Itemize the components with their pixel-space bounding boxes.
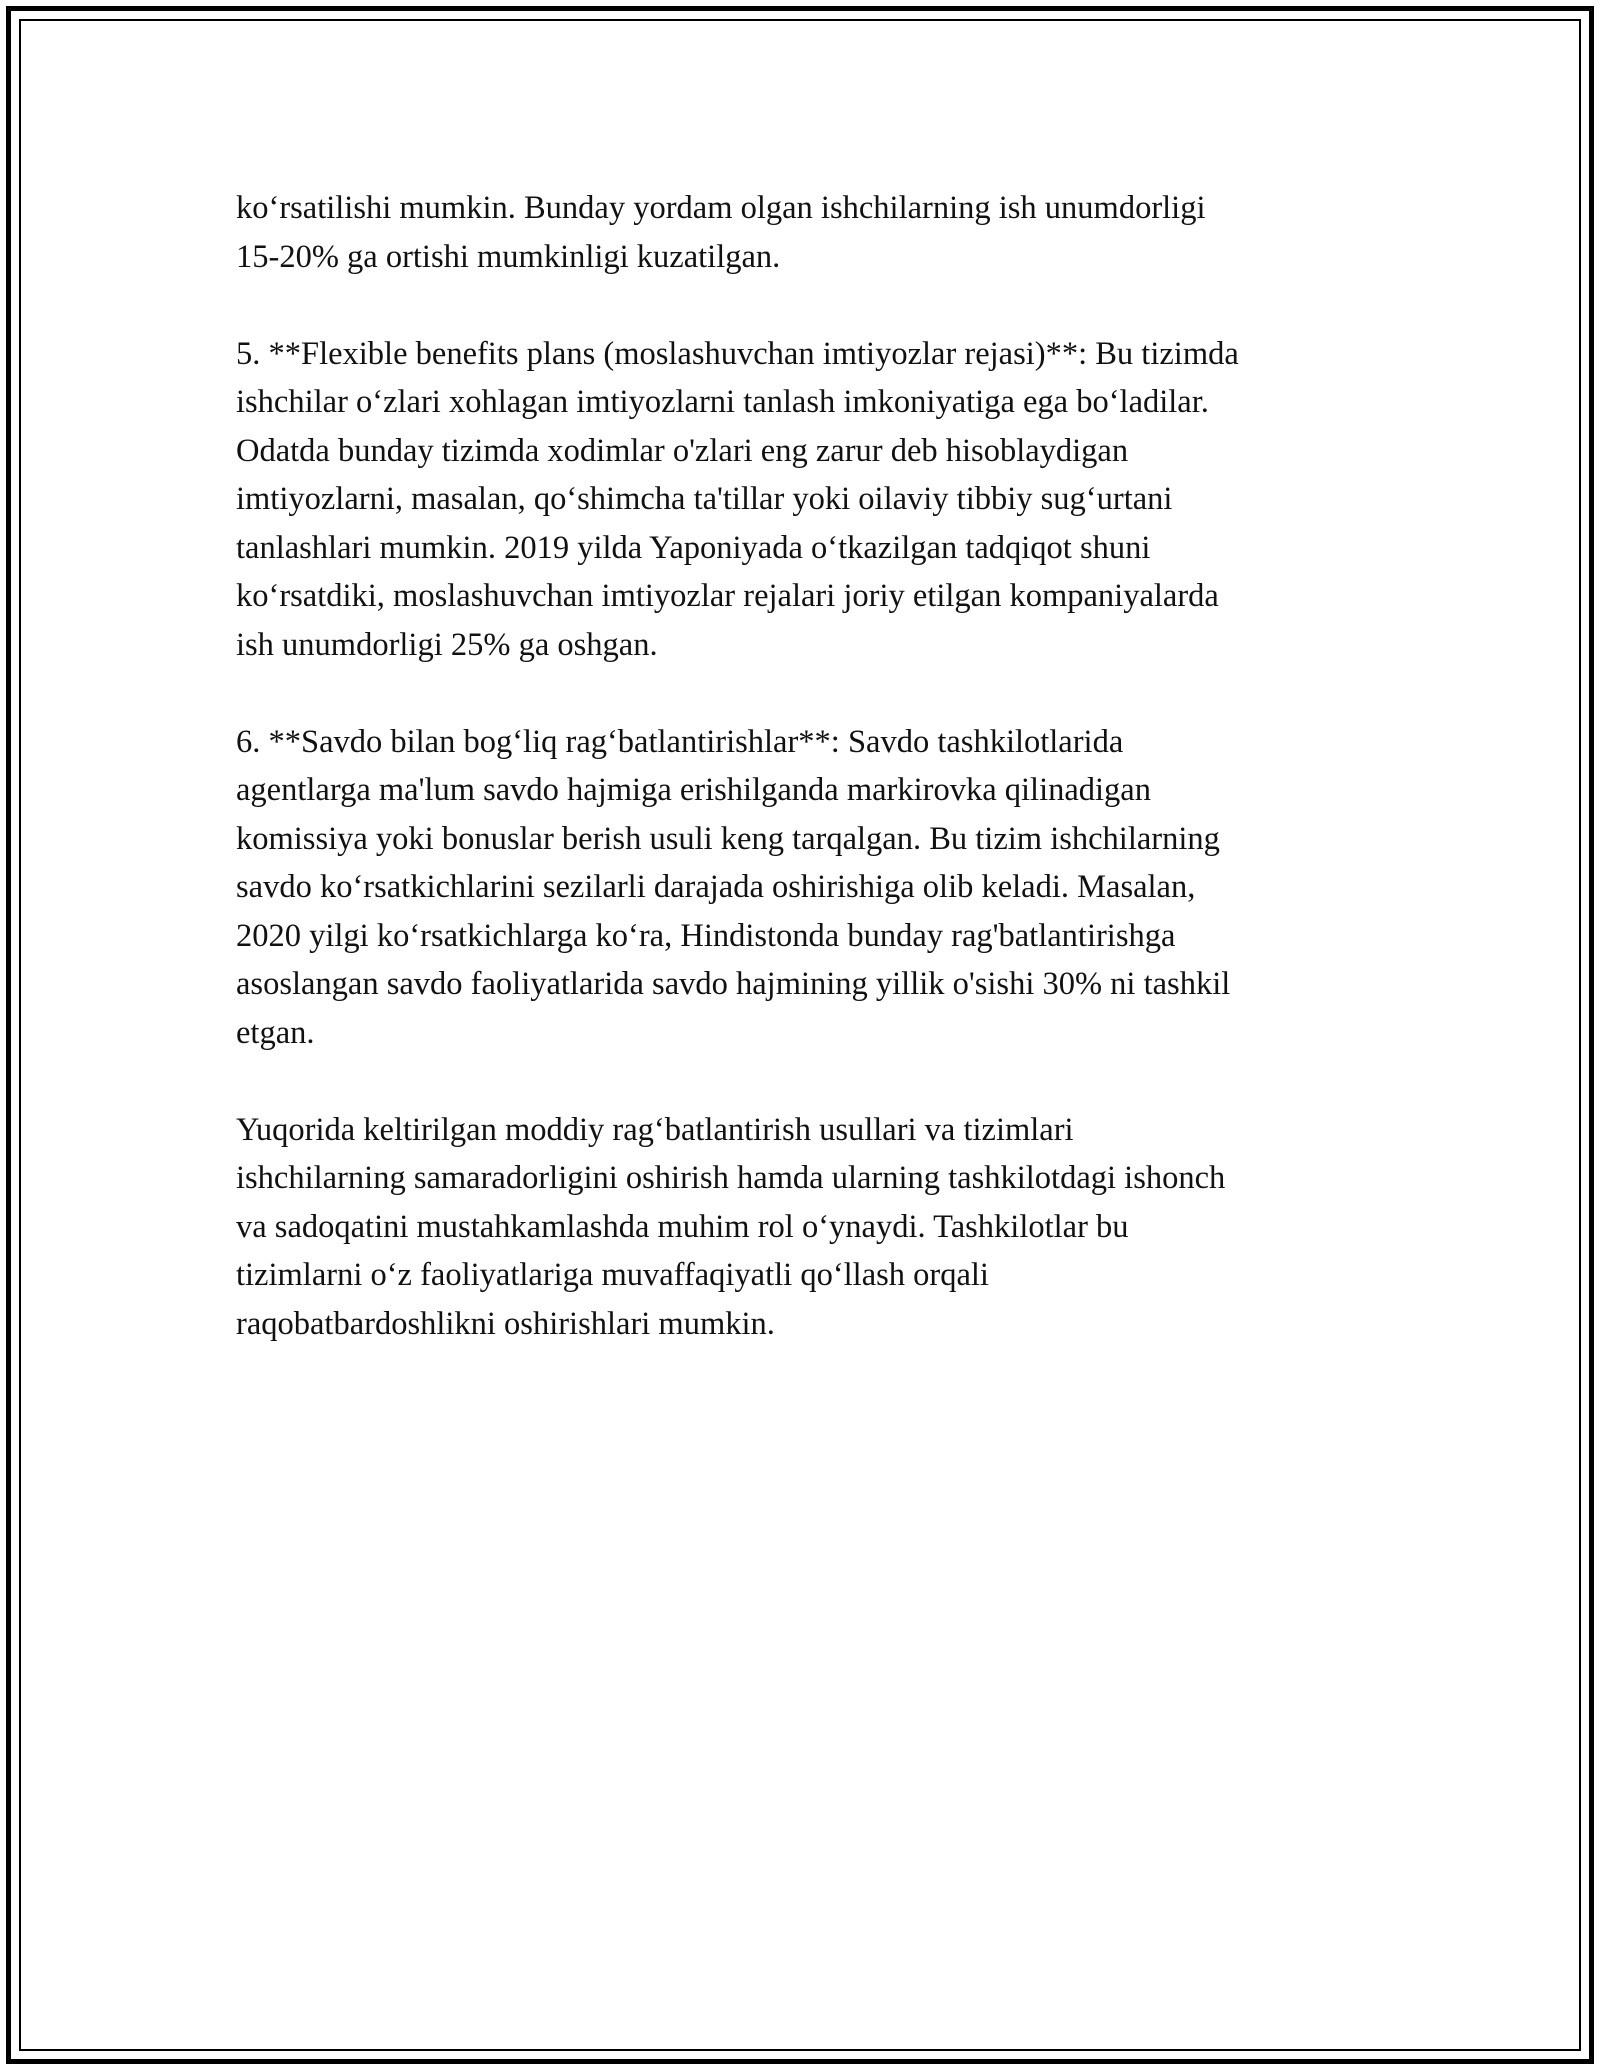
text-line: ish unumdorligi 25% ga oshgan. — [236, 626, 658, 663]
paragraph-conclusion — [236, 1106, 1396, 1349]
text-line: 6. **Savdo bilan bog‘liq rag‘batlantirishlar**: Savdo tashkilotlarida — [236, 723, 1124, 760]
text-line: Yuqorida keltirilgan moddiy rag‘batlantirish usullari va tizimlari — [236, 1111, 1074, 1148]
text-line: ko‘rsatdiki, moslashuvchan imtiyozlar rejalari joriy etilgan kompaniyalarda — [236, 578, 1219, 614]
text-line: savdo ko‘rsatkichlarini sezilarli darajada oshirishiga olib keladi. Masalan, — [236, 869, 1196, 905]
text-line: 5. **Flexible benefits plans (moslashuvchan imtiyozlar rejasi)**: Bu tizimda — [236, 335, 1239, 372]
document-body — [236, 184, 1396, 1397]
text-line: Odatda bunday tizimda xodimlar o'zlari eng zarur deb hisoblaydigan — [236, 432, 1129, 469]
text-line: 2020 yilgi ko‘rsatkichlarga ko‘ra, Hindistonda bunday rag'batlantirishga — [236, 917, 1176, 954]
text-line: ishchilarning samaradorligini oshirish hamda ularning tashkilotdagi ishonch — [236, 1160, 1226, 1196]
paragraph-continuation — [236, 184, 1396, 281]
text-line: imtiyozlarni, masalan, qo‘shimcha ta'tillar yoki oilaviy tibbiy sug‘urtani — [236, 481, 1173, 517]
text-line: tizimlarni o‘z faoliyatlariga muvaffaqiyatli qo‘llash orqali — [236, 1257, 989, 1293]
text-line: asoslangan savdo faoliyatlarida savdo hajmining yillik o'sishi 30% ni tashkil — [236, 966, 1231, 1002]
text-line: ishchilar o‘zlari xohlagan imtiyozlarni tanlash imkoniyatiga ega bo‘ladilar. — [236, 384, 1209, 420]
text-line: raqobatbardoshlikni oshirishlari mumkin. — [236, 1305, 775, 1342]
text-line: va sadoqatini mustahkamlashda muhim rol o‘ynaydi. Tashkilotlar bu — [236, 1208, 1129, 1245]
text-line: komissiya yoki bonuslar berish usuli keng tarqalgan. Bu tizim ishchilarning — [236, 820, 1220, 857]
paragraph-item-6 — [236, 718, 1396, 1058]
text-line: ko‘rsatilishi mumkin. Bunday yordam olgan ishchilarning ish unumdorligi — [236, 190, 1206, 226]
text-line: tanlashlari mumkin. 2019 yilda Yaponiyada o‘tkazilgan tadqiqot shuni — [236, 529, 1151, 566]
text-line: 15-20% ga ortishi mumkinligi kuzatilgan. — [236, 238, 781, 275]
text-line: agentlarga ma'lum savdo hajmiga erishilganda markirovka qilinadigan — [236, 772, 1151, 808]
text-line: etgan. — [236, 1014, 315, 1051]
paragraph-item-5 — [236, 330, 1396, 670]
